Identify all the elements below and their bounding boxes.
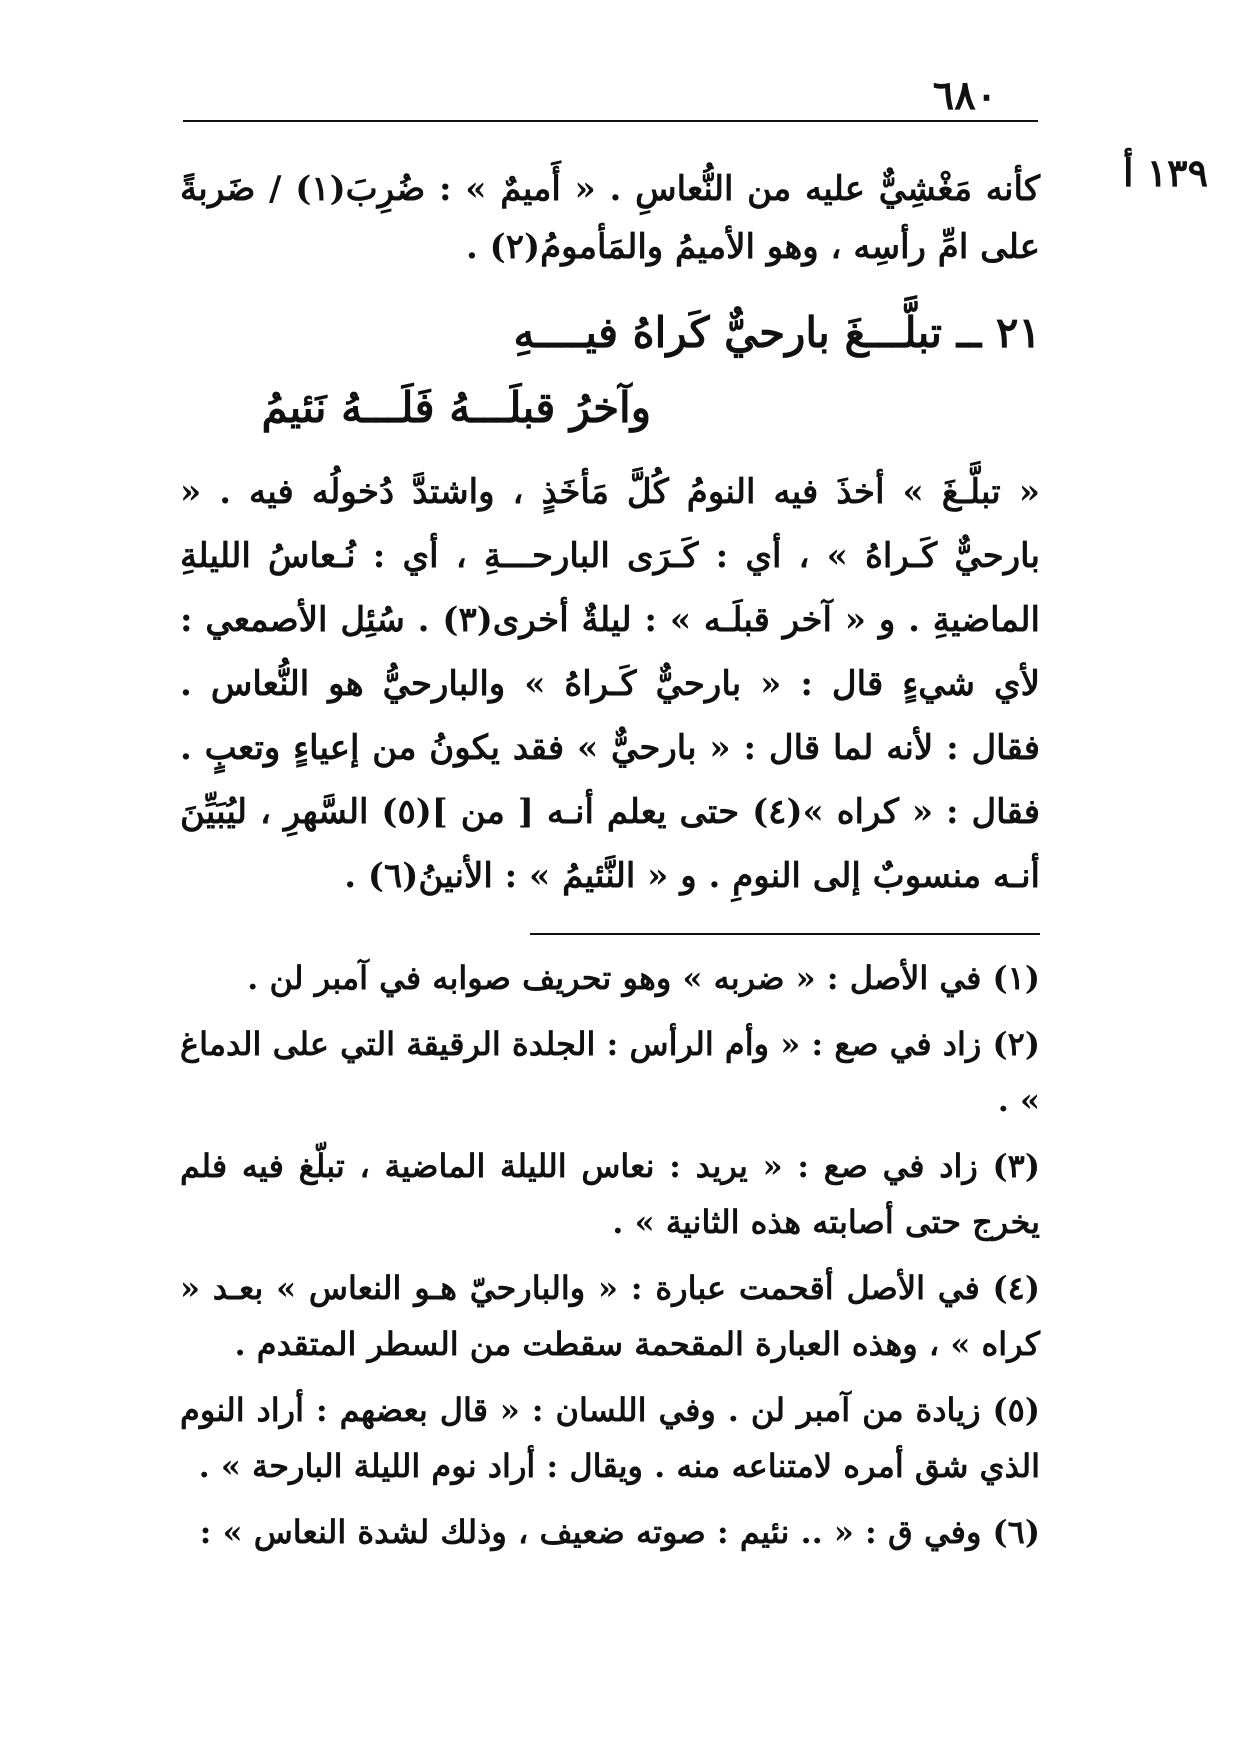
- footnote-separator: [530, 933, 1040, 935]
- header-rule: [183, 120, 1038, 122]
- footnote-5: (٥) زيادة من آمبر لن . وفي اللسان : « قال بعضهم : أراد النوم الذي شق أمره لامتناعه منه . ويقال : أراد نوم الليلة البارحة » .: [180, 1391, 1040, 1485]
- verse-line-1: ٢١ ــ تبلَّـــغَ بارحيٌّ كَراهُ فيــــهِ: [513, 308, 1041, 357]
- body-paragraph-1: كأنه مَغْشِيٌّ عليه من النُّعاسِ . « أَميمٌ » : ضُرِبَ(١) / ضَربةً على امِّ رأسِه ، وهو الأميمُ والمَأمومُ(٢) .: [180, 169, 1040, 267]
- footnote-4: (٤) في الأصل أقحمت عبارة : « والبارحيّ هـو النعاس » بعـد « كراه » ، وهذه العبارة المقحمة سقطت من السطر المتقدم .: [180, 1269, 1040, 1363]
- footnote-3: (٣) زاد في صع : « يريد : نعاس الليلة الماضية ، تبلّغ فيه فلم يخرج حتى أصابته هذه الثانية » .: [180, 1147, 1040, 1241]
- footnotes: [180, 950, 1040, 1570]
- footnote-2: (٢) زاد في صع : « وأم الرأس : الجلدة الرقيقة التي على الدماغ » .: [180, 1025, 1040, 1119]
- folio-margin-note: ١٣٩ أ: [1122, 150, 1208, 195]
- footnote-1: (١) في الأصل : « ضربه » وهو تحريف صوابه في آمبر لن .: [247, 959, 1040, 997]
- body-paragraph-2: « تبلَّـغَ » أخذَ فيه النومُ كُلَّ مَأخَذٍ ، واشتدَّ دُخولُه فيه . « بارحيٌّ كَـراهُ » ، أي : كَـرَى البارحـــةِ ، أي : نُـعاسُ الليلةِ الماضيةِ . و « آخر قبلَـه » : ليلةٌ أخرى(٣) . سُئِل الأصمعي : لأي شيءٍ قال : « بارحيٌّ كَـراهُ » والبارحيُّ هو النُّعاس . فقال : لأنه لما قال : « بارحيٌّ » فقد يكونُ من إعياءٍ وتعبٍ . فقال : « كراه »(٤) حتى يعلم أنـه [ من ](٥) السَّهرِ ، ليُبَيِّنَ أنـه منسوبٌ إلى النومِ . و « النَّئيمُ » : الأنينُ(٦) .: [180, 472, 1040, 896]
- verse-line-2: وآخرُ قبلَـــهُ فَلَـــهُ نَئيمُ: [261, 383, 651, 432]
- page-number: ٦٨٠: [932, 72, 998, 119]
- footnote-6: (٦) وفي ق : « .. نئيم : صوته ضعيف ، وذلك لشدة النعاس » :: [199, 1513, 1040, 1551]
